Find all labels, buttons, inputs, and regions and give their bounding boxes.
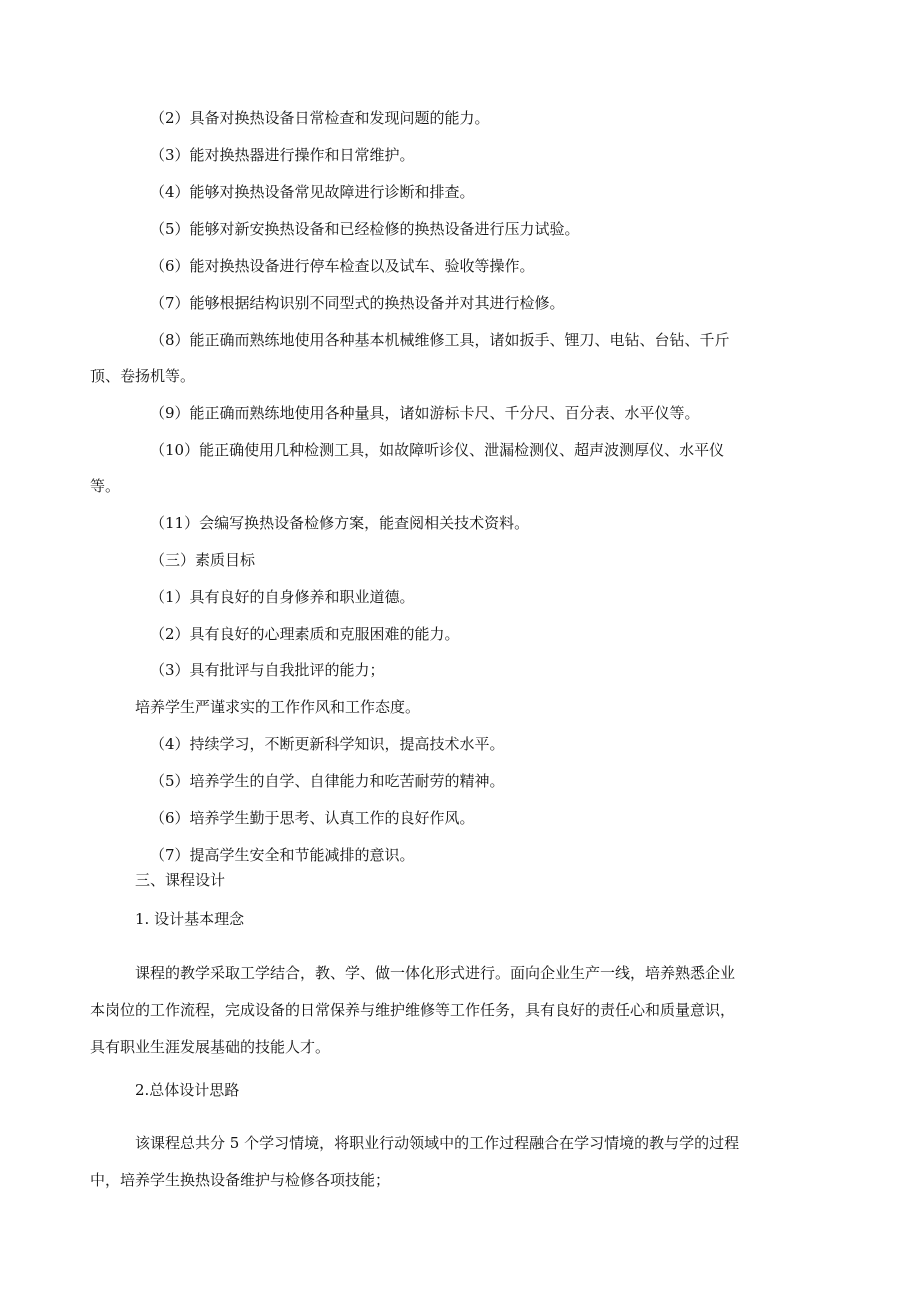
quality-item-7: （7）提高学生安全和节能减排的意识。 (150, 846, 415, 864)
quality-item-5: （5）培养学生的自学、自律能力和吃苦耐劳的精神。 (150, 772, 505, 790)
quality-item-2: （2）具有良好的心理素质和克服困难的能力。 (150, 625, 460, 643)
ability-item-10-cont: 等。 (90, 477, 121, 495)
ability-item-8-cont: 顶、卷扬机等。 (90, 367, 196, 385)
paragraph-concept-line-2: 本岗位的工作流程，完成设备的日常保养与维护维修等工作任务，具有良好的责任心和质量意识， (90, 1001, 736, 1019)
ability-item-8: （8）能正确而熟练地使用各种基本机械维修工具，诸如扳手、锂刀、电钻、台钻、千斤 (150, 331, 730, 349)
paragraph-concept-line-3: 具有职业生涯发展基础的技能人才。 (90, 1038, 331, 1056)
section-heading-quality-goals: （三）素质目标 (150, 551, 256, 569)
ability-item-3: （3）能对换热器进行操作和日常维护。 (150, 146, 415, 164)
quality-item-4: （4）持续学习，不断更新科学知识，提高技术水平。 (150, 735, 505, 753)
section-heading-course-design: 三、课程设计 (135, 871, 226, 889)
paragraph-overall-line-2: 中，培养学生换热设备维护与检修各项技能； (90, 1171, 391, 1189)
quality-item-3: （3）具有批评与自我批评的能力； (150, 661, 385, 679)
ability-item-7: （7）能够根据结构识别不同型式的换热设备并对其进行检修。 (150, 294, 565, 312)
ability-item-6: （6）能对换热设备进行停车检查以及试车、验收等操作。 (150, 257, 535, 275)
paragraph-overall-line-1: 该课程总共分 5 个学习情境，将职业行动领域中的工作过程融合在学习情境的教与学的过程 (135, 1134, 740, 1152)
quality-item-3-cont: 培养学生严谨求实的工作作风和工作态度。 (135, 698, 421, 716)
ability-item-11: （11）会编写换热设备检修方案，能查阅相关技术资料。 (150, 514, 530, 532)
paragraph-concept-line-1: 课程的教学采取工学结合，教、学、做一体化形式进行。面向企业生产一线，培养熟悉企业 (135, 964, 736, 982)
subheading-design-concept: 1. 设计基本理念 (135, 910, 245, 928)
ability-item-2: （2）具备对换热设备日常检查和发现问题的能力。 (150, 109, 490, 127)
subheading-overall-design: 2.总体设计思路 (135, 1081, 240, 1099)
quality-item-1: （1）具有良好的自身修养和职业道德。 (150, 588, 415, 606)
ability-item-10: （10）能正确使用几种检测工具，如故障听诊仪、泄漏检测仪、超声波测厚仪、水平仪 (150, 441, 725, 459)
ability-item-5: （5）能够对新安换热设备和已经检修的换热设备进行压力试验。 (150, 220, 580, 238)
ability-item-9: （9）能正确而熟练地使用各种量具，诸如游标卡尺、千分尺、百分表、水平仪等。 (150, 404, 700, 422)
quality-item-6: （6）培养学生勤于思考、认真工作的良好作风。 (150, 809, 475, 827)
ability-item-4: （4）能够对换热设备常见故障进行诊断和排查。 (150, 183, 475, 201)
